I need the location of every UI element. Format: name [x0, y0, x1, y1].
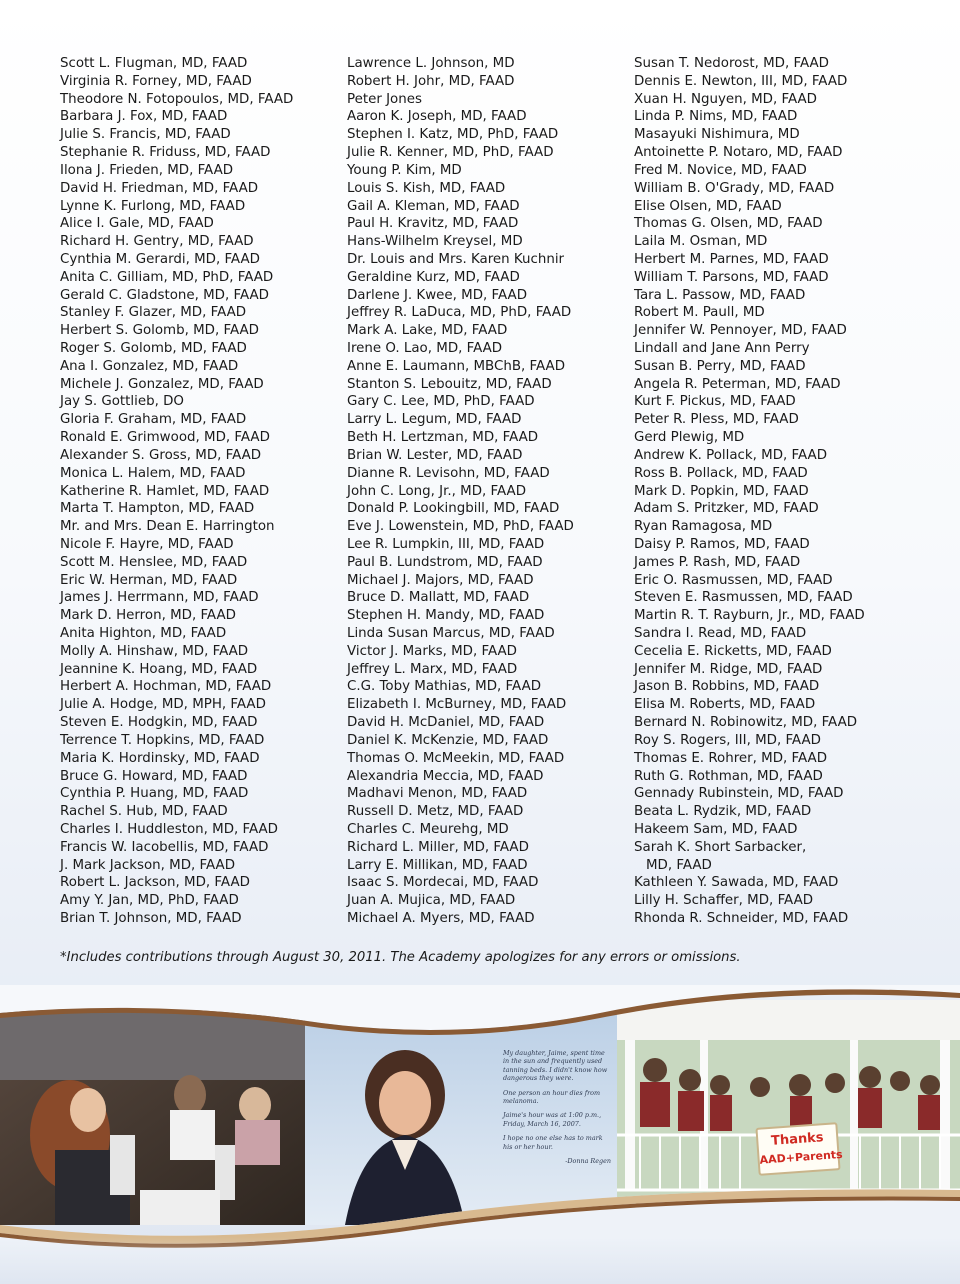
donor-name: Jeffrey R. LaDuca, MD, PhD, FAAD — [347, 305, 572, 321]
donor-column-3 — [634, 55, 919, 928]
donor-name: Julie S. Francis, MD, FAAD — [60, 127, 231, 143]
donor-name: Ana I. Gonzalez, MD, FAAD — [60, 358, 239, 374]
donor-name: Darlene J. Kwee, MD, FAAD — [347, 287, 528, 303]
donor-name: Herbert A. Hochman, MD, FAAD — [60, 679, 272, 695]
donor-name: Cynthia M. Gerardi, MD, FAAD — [60, 251, 260, 267]
donor-name: Gennady Rubinstein, MD, FAAD — [634, 786, 844, 802]
donor-name: Sandra I. Read, MD, FAAD — [634, 626, 807, 641]
donor-name: Stephen I. Katz, MD, PhD, FAAD — [347, 127, 559, 143]
photo-strip — [0, 985, 960, 1284]
donor-name: Geraldine Kurz, MD, FAAD — [347, 269, 520, 285]
donor-name: Francis W. Iacobellis, MD, FAAD — [60, 839, 269, 855]
donor-name: Gail A. Kleman, MD, FAAD — [347, 198, 520, 214]
donor-name: Lawrence L. Johnson, MD — [347, 56, 515, 71]
donor-name: Robert L. Jackson, MD, FAAD — [60, 875, 250, 891]
donor-name: Masayuki Nishimura, MD — [634, 127, 800, 143]
donor-name: Steven E. Rasmussen, MD, FAAD — [634, 590, 853, 606]
quote-line-4: I hope no one else has to mark his or her hour. — [503, 1134, 603, 1151]
quote-line-3: Jaime's hour was at 1:00 p.m., Friday, March 16, 2007. — [503, 1111, 602, 1128]
donor-name: Scott L. Flugman, MD, FAAD — [60, 56, 248, 71]
donor-name: Barbara J. Fox, MD, FAAD — [60, 109, 228, 125]
donor-name: Virginia R. Forney, MD, FAAD — [60, 73, 252, 89]
donor-name: Linda Susan Marcus, MD, FAAD — [347, 626, 555, 641]
donor-name: Juan A. Mujica, MD, FAAD — [347, 893, 516, 909]
donor-name: Gary C. Lee, MD, PhD, FAAD — [347, 394, 535, 410]
donor-name: Thomas G. Olsen, MD, FAAD — [634, 216, 823, 232]
donor-name: Jeffrey L. Marx, MD, FAAD — [347, 661, 518, 677]
donor-name: Bruce G. Howard, MD, FAAD — [60, 768, 248, 784]
donor-name: Victor J. Marks, MD, FAAD — [347, 643, 517, 659]
donor-name: Adam S. Pritzker, MD, FAAD — [634, 501, 819, 517]
donor-name: Michele J. Gonzalez, MD, FAAD — [60, 376, 264, 392]
donor-column-2 — [347, 55, 632, 928]
donor-name: Herbert M. Parnes, MD, FAAD — [634, 251, 829, 267]
donor-name: Fred M. Novice, MD, FAAD — [634, 162, 807, 178]
donor-name: Angela R. Peterman, MD, FAAD — [634, 376, 841, 392]
donor-name: Mr. and Mrs. Dean E. Harrington — [60, 519, 275, 535]
donor-name: Jay S. Gottlieb, DO — [60, 394, 184, 410]
donor-name: Michael A. Myers, MD, FAAD — [347, 911, 535, 926]
donor-name: Alice I. Gale, MD, FAAD — [60, 216, 214, 232]
donor-name: Hans-Wilhelm Kreysel, MD — [347, 234, 523, 250]
donor-name: Charles I. Huddleston, MD, FAAD — [60, 821, 278, 837]
donor-name: Eric O. Rasmussen, MD, FAAD — [634, 572, 833, 588]
donor-name: Gloria F. Graham, MD, FAAD — [60, 412, 247, 428]
donor-name: C.G. Toby Mathias, MD, FAAD — [347, 679, 542, 695]
donor-name: Thomas O. McMeekin, MD, FAAD — [347, 750, 565, 766]
donor-name: Paul B. Lundstrom, MD, FAAD — [347, 554, 543, 570]
donor-name: Ryan Ramagosa, MD — [634, 519, 773, 535]
donor-name: Nicole F. Hayre, MD, FAAD — [60, 536, 234, 552]
donor-name: Peter Jones — [347, 91, 422, 107]
donor-name: Roger S. Golomb, MD, FAAD — [60, 341, 247, 356]
donor-name: Madhavi Menon, MD, FAAD — [347, 786, 528, 802]
donor-name: Alexandria Meccia, MD, FAAD — [347, 768, 544, 784]
donor-name: Kathleen Y. Sawada, MD, FAAD — [634, 875, 839, 891]
footnote: *Includes contributions through August 30, 2011. The Academy apologizes for any errors or omissions. — [60, 950, 741, 965]
donor-name: Susan T. Nedorost, MD, FAAD — [634, 56, 829, 71]
donor-name: Scott M. Henslee, MD, FAAD — [60, 554, 248, 570]
donor-name: Anne E. Laumann, MBChB, FAAD — [347, 358, 566, 374]
donor-name: Roy S. Rogers, III, MD, FAAD — [634, 732, 821, 748]
donor-name: Cynthia P. Huang, MD, FAAD — [60, 786, 249, 802]
donor-name: Theodore N. Fotopoulos, MD, FAAD — [60, 91, 294, 107]
donor-name: Young P. Kim, MD — [347, 162, 462, 178]
donor-name: Elisa M. Roberts, MD, FAAD — [634, 697, 816, 713]
donor-name: Julie R. Kenner, MD, PhD, FAAD — [347, 145, 554, 161]
donor-name: Laila M. Osman, MD — [634, 234, 768, 250]
donor-name: Mark A. Lake, MD, FAAD — [347, 323, 508, 339]
donor-name: Hakeem Sam, MD, FAAD — [634, 821, 798, 837]
donor-name: Elise Olsen, MD, FAAD — [634, 198, 782, 214]
donor-name: Bernard N. Robinowitz, MD, FAAD — [634, 715, 858, 731]
donor-name: Eric W. Herman, MD, FAAD — [60, 572, 238, 588]
quote-signature: -Donna Regen — [565, 1157, 611, 1166]
donor-name: Stephanie R. Friduss, MD, FAAD — [60, 145, 271, 161]
donor-name: Charles C. Meurehg, MD — [347, 821, 509, 837]
donor-name: Monica L. Halem, MD, FAAD — [60, 465, 246, 481]
donor-name: Brian W. Lester, MD, FAAD — [347, 447, 523, 463]
donor-name: Robert H. Johr, MD, FAAD — [347, 73, 515, 89]
donor-name: Rhonda R. Schneider, MD, FAAD — [634, 911, 849, 926]
thanks-sign-line-2: AAD+Parents — [759, 1147, 844, 1167]
donor-name: Gerd Plewig, MD — [634, 430, 745, 446]
donor-name: Louis S. Kish, MD, FAAD — [347, 180, 506, 196]
thanks-sign-line-1: Thanks — [770, 1130, 825, 1149]
donor-name: Richard H. Gentry, MD, FAAD — [60, 234, 254, 250]
donor-column-1 — [60, 55, 345, 928]
donor-name: Xuan H. Nguyen, MD, FAAD — [634, 91, 817, 107]
donor-name: Anita C. Gilliam, MD, PhD, FAAD — [60, 269, 274, 285]
donor-name: Jennifer W. Pennoyer, MD, FAAD — [634, 323, 847, 339]
donor-name: Marta T. Hampton, MD, FAAD — [60, 501, 255, 517]
donor-name: Lilly H. Schaffer, MD, FAAD — [634, 893, 814, 909]
donor-name: William B. O'Grady, MD, FAAD — [634, 180, 835, 196]
donor-name: Sarah K. Short Sarbacker, — [634, 839, 807, 855]
quote-line-2: One person an hour dies from melanoma. — [503, 1088, 601, 1106]
donor-name: Elizabeth I. McBurney, MD, FAAD — [347, 697, 567, 713]
donor-name: Lynne K. Furlong, MD, FAAD — [60, 198, 246, 214]
donor-name: Beth H. Lertzman, MD, FAAD — [347, 430, 539, 446]
donor-name: Rachel S. Hub, MD, FAAD — [60, 804, 228, 820]
donor-name: Larry E. Millikan, MD, FAAD — [347, 857, 528, 873]
donor-name: Larry L. Legum, MD, FAAD — [347, 412, 522, 428]
donor-name: Beata L. Rydzik, MD, FAAD — [634, 804, 812, 820]
quote-text — [503, 1049, 611, 1165]
donor-name: Dianne R. Levisohn, MD, FAAD — [347, 465, 550, 481]
donor-name: Peter R. Pless, MD, FAAD — [634, 412, 799, 428]
donor-name: Steven E. Hodgkin, MD, FAAD — [60, 715, 258, 731]
donor-name: Aaron K. Joseph, MD, FAAD — [347, 109, 527, 125]
donor-name: Dr. Louis and Mrs. Karen Kuchnir — [347, 251, 565, 267]
donor-name: Antoinette P. Notaro, MD, FAAD — [634, 145, 843, 161]
donor-name: Stephen H. Mandy, MD, FAAD — [347, 608, 545, 624]
donor-name: Eve J. Lowenstein, MD, PhD, FAAD — [347, 519, 574, 535]
donor-name: Linda P. Nims, MD, FAAD — [634, 109, 798, 125]
donor-name: J. Mark Jackson, MD, FAAD — [60, 857, 236, 873]
donor-name: William T. Parsons, MD, FAAD — [634, 269, 829, 285]
donor-name: Katherine R. Hamlet, MD, FAAD — [60, 483, 270, 499]
donor-name: David H. McDaniel, MD, FAAD — [347, 715, 545, 731]
donor-name: Ruth G. Rothman, MD, FAAD — [634, 768, 823, 784]
donor-name: Herbert S. Golomb, MD, FAAD — [60, 323, 259, 339]
donor-name: Stanton S. Lebouitz, MD, FAAD — [347, 376, 552, 392]
donor-name: Donald P. Lookingbill, MD, FAAD — [347, 501, 560, 517]
donor-name: Ross B. Pollack, MD, FAAD — [634, 465, 808, 481]
donor-name: Martin R. T. Rayburn, Jr., MD, FAAD — [634, 608, 865, 624]
donor-name: Isaac S. Mordecai, MD, FAAD — [347, 875, 539, 891]
donor-name: Terrence T. Hopkins, MD, FAAD — [60, 732, 265, 748]
donor-name: Jennifer M. Ridge, MD, FAAD — [634, 661, 823, 677]
donor-name: Dennis E. Newton, III, MD, FAAD — [634, 73, 848, 89]
donor-name: Lee R. Lumpkin, III, MD, FAAD — [347, 536, 545, 552]
donor-name: Bruce D. Mallatt, MD, FAAD — [347, 590, 530, 606]
donor-name: Anita Highton, MD, FAAD — [60, 626, 227, 641]
donor-name: Daniel K. McKenzie, MD, FAAD — [347, 732, 549, 748]
donor-name: Molly A. Hinshaw, MD, FAAD — [60, 643, 249, 659]
donor-name: Cecelia E. Ricketts, MD, FAAD — [634, 643, 832, 659]
donor-name: Daisy P. Ramos, MD, FAAD — [634, 536, 810, 552]
donor-name: Brian T. Johnson, MD, FAAD — [60, 911, 242, 926]
quote-line-1: My daughter, Jaime, spent time in the sun and frequently used tanning beds. I didn't know how dangerous they were. — [503, 1049, 608, 1083]
donor-name: Alexander S. Gross, MD, FAAD — [60, 447, 262, 463]
donor-list — [60, 55, 940, 935]
donor-name: MD, FAAD — [646, 857, 712, 873]
donor-name: Jeannine K. Hoang, MD, FAAD — [60, 661, 258, 677]
donor-name: Richard L. Miller, MD, FAAD — [347, 839, 529, 855]
donor-name: Paul H. Kravitz, MD, FAAD — [347, 216, 519, 232]
donor-name: Kurt F. Pickus, MD, FAAD — [634, 394, 796, 410]
donor-name: Michael J. Majors, MD, FAAD — [347, 572, 534, 588]
thanks-sign — [755, 1122, 844, 1176]
donor-name: Gerald C. Gladstone, MD, FAAD — [60, 287, 269, 303]
donor-name: John C. Long, Jr., MD, FAAD — [347, 483, 527, 499]
donor-name: James P. Rash, MD, FAAD — [634, 554, 801, 570]
donor-name: Julie A. Hodge, MD, MPH, FAAD — [60, 697, 266, 713]
donor-name: Jason B. Robbins, MD, FAAD — [634, 679, 820, 695]
donor-name: Amy Y. Jan, MD, PhD, FAAD — [60, 893, 239, 909]
donor-name: Ilona J. Frieden, MD, FAAD — [60, 162, 234, 178]
donor-name: Russell D. Metz, MD, FAAD — [347, 804, 524, 820]
donor-name: Irene O. Lao, MD, FAAD — [347, 341, 503, 356]
donor-name: James J. Herrmann, MD, FAAD — [60, 590, 259, 606]
lab-photo — [0, 1010, 305, 1225]
donor-name: Ronald E. Grimwood, MD, FAAD — [60, 430, 270, 446]
donor-name: Susan B. Perry, MD, FAAD — [634, 358, 806, 374]
donor-name: Maria K. Hordinsky, MD, FAAD — [60, 750, 260, 766]
donor-name: Thomas E. Rohrer, MD, FAAD — [634, 750, 828, 766]
donor-name: Lindall and Jane Ann Perry — [634, 341, 810, 356]
donor-name: Tara L. Passow, MD, FAAD — [634, 287, 806, 303]
donor-name: David H. Friedman, MD, FAAD — [60, 180, 259, 196]
donor-name: Mark D. Popkin, MD, FAAD — [634, 483, 809, 499]
donor-name: Stanley F. Glazer, MD, FAAD — [60, 305, 247, 321]
donor-name: Mark D. Herron, MD, FAAD — [60, 608, 236, 624]
donor-name: Robert M. Paull, MD — [634, 305, 765, 321]
donor-name: Andrew K. Pollack, MD, FAAD — [634, 447, 828, 463]
